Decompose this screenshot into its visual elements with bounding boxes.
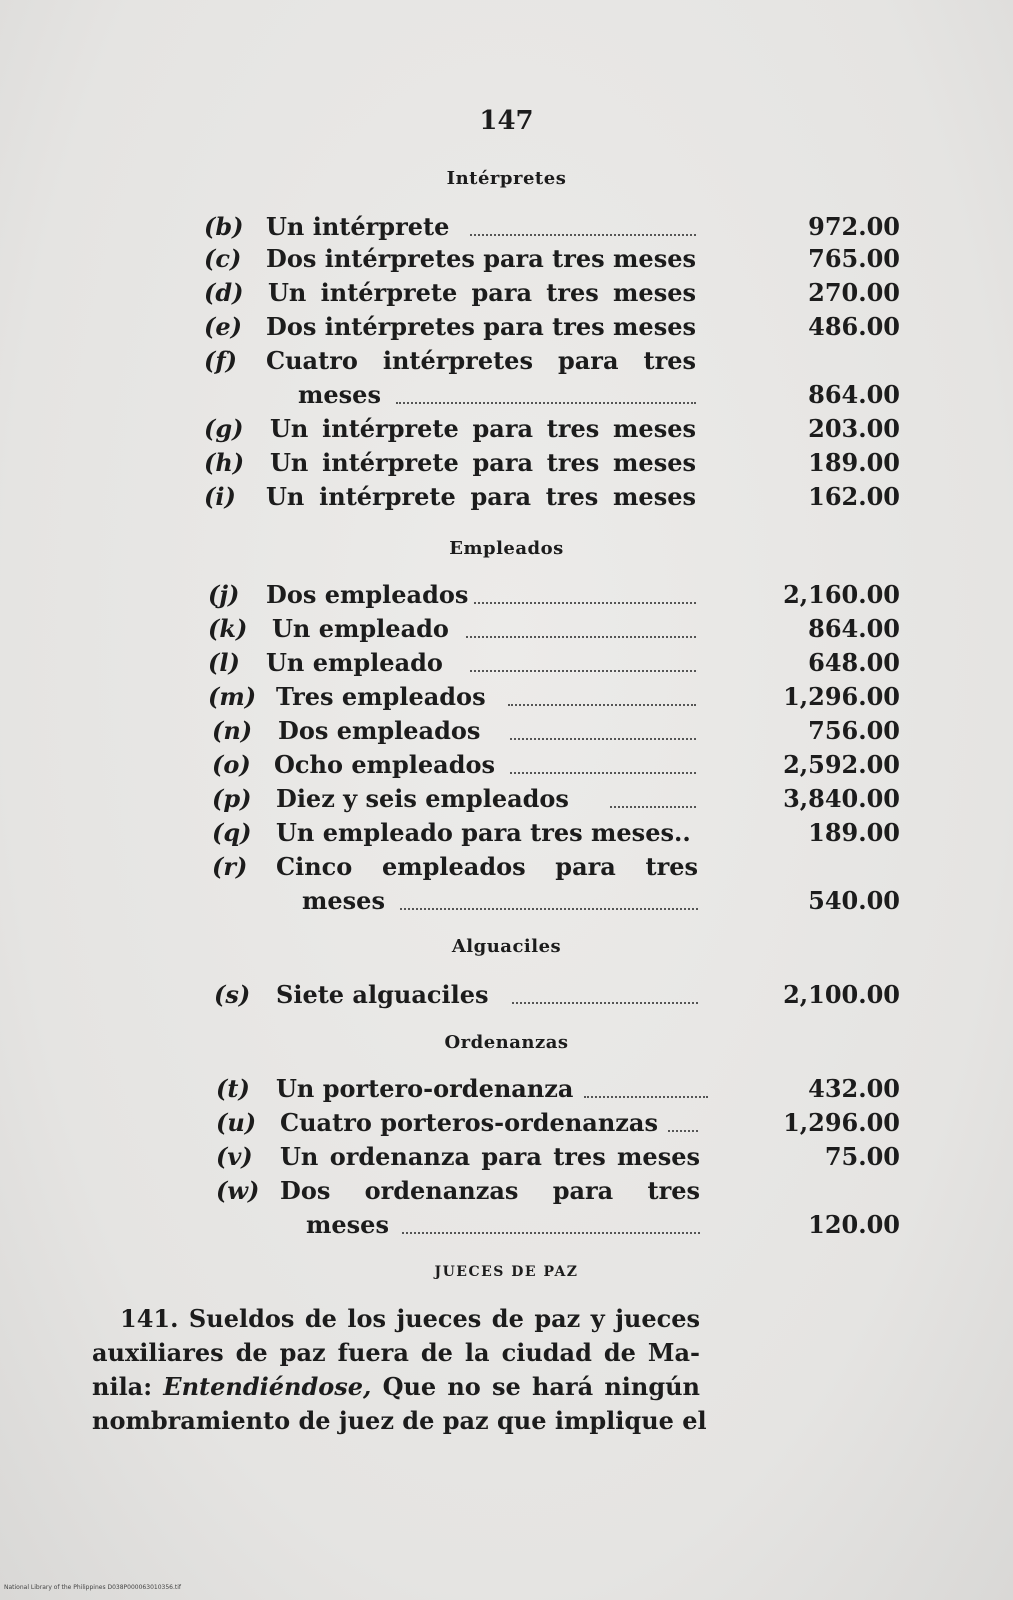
entry-letter: (t) [216, 1074, 250, 1103]
section-heading-ordenanzas: Ordenanzas [444, 1032, 569, 1053]
entry-c [0, 244, 1013, 280]
dot-leader [470, 234, 696, 236]
dot-leader [474, 602, 696, 604]
paragraph-fragment: nila: [92, 1372, 153, 1401]
entry-amount: 1,296.00 [783, 1108, 900, 1137]
entry-letter: (u) [216, 1108, 257, 1137]
entry-letter: (c) [204, 244, 242, 273]
entry-amount: 540.00 [808, 886, 900, 915]
paragraph-italic: Entendiéndose, [163, 1372, 372, 1401]
entry-amount: 2,160.00 [783, 580, 900, 609]
dot-leader [508, 704, 696, 706]
paragraph-line: nombramiento de juez de paz que implique el [92, 1406, 707, 1435]
entry-text: Dos ordenanzas para tres [280, 1176, 700, 1205]
entry-text: Ocho empleados [274, 750, 496, 779]
entry-amount: 486.00 [808, 312, 900, 341]
entry-e [0, 312, 1013, 348]
entry-text: Un empleado [266, 648, 443, 677]
dot-leader [396, 402, 696, 404]
entry-letter: (o) [212, 750, 251, 779]
entry-m [0, 682, 1013, 718]
entry-amount: 162.00 [808, 482, 900, 511]
dot-leader [470, 670, 696, 672]
entry-amount: 756.00 [808, 716, 900, 745]
entry-k [0, 614, 1013, 650]
entry-letter: (n) [212, 716, 253, 745]
entry-text: Un intérprete para tres meses [268, 278, 696, 307]
entry-amount: 864.00 [808, 614, 900, 643]
entry-letter: (p) [212, 784, 252, 813]
entry-b [0, 212, 1013, 248]
entry-s [0, 980, 1013, 1016]
entry-letter: (i) [204, 482, 236, 511]
entry-letter: (g) [204, 414, 244, 443]
entry-letter: (b) [204, 212, 244, 241]
entry-amount: 432.00 [808, 1074, 900, 1103]
entry-r [0, 852, 1013, 888]
entry-amount: 864.00 [808, 380, 900, 409]
dot-leader [466, 636, 696, 638]
paragraph-line [92, 1370, 700, 1404]
entry-text: Dos intérpretes para tres meses [266, 312, 696, 341]
section-heading-interpretes: Intérpretes [446, 168, 567, 189]
entry-text: Un intérprete [266, 212, 450, 241]
entry-h [0, 448, 1013, 484]
entry-text: Un empleado [272, 614, 449, 643]
entry-text: Dos intérpretes para tres meses [266, 244, 696, 273]
entry-letter: (e) [204, 312, 242, 341]
dot-leader [668, 1130, 698, 1132]
entry-text: Dos empleados [266, 580, 469, 609]
scan-footer: National Library of the Philippines D038P000063010356.tif [4, 1584, 182, 1591]
entry-text-continued: meses [306, 1210, 389, 1239]
entry-amount: 765.00 [808, 244, 900, 273]
entry-p [0, 784, 1013, 820]
entry-letter: (f) [204, 346, 238, 375]
entry-amount: 1,296.00 [783, 682, 900, 711]
entry-f [0, 346, 1013, 382]
dot-leader [610, 806, 696, 808]
section-heading-alguaciles: Alguaciles [451, 936, 562, 957]
section-heading-jueces: JUECES DE PAZ [434, 1264, 579, 1280]
entry-w [0, 1176, 1013, 1212]
entry-letter: (s) [214, 980, 251, 1009]
entry-text: Tres empleados [276, 682, 486, 711]
entry-text: Diez y seis empleados [276, 784, 569, 813]
entry-text: Siete alguaciles [276, 980, 489, 1009]
entry-text: Un empleado para tres meses.. [276, 818, 691, 847]
entry-letter: (v) [216, 1142, 253, 1171]
dot-leader [584, 1096, 708, 1098]
entry-i [0, 482, 1013, 518]
page-number: 147 [479, 106, 534, 136]
entry-text-continued: meses [302, 886, 385, 915]
entry-letter: (w) [216, 1176, 260, 1205]
entry-text: Dos empleados [278, 716, 481, 745]
entry-text-continued: meses [298, 380, 381, 409]
dot-leader [402, 1232, 700, 1234]
entry-w-continued [0, 1210, 1013, 1246]
entry-amount: 2,100.00 [783, 980, 900, 1009]
dot-leader [400, 908, 698, 910]
entry-l [0, 648, 1013, 684]
body-paragraph [92, 1302, 707, 1438]
entry-amount: 648.00 [808, 648, 900, 677]
entry-r-continued [0, 886, 1013, 922]
entry-t [0, 1074, 1013, 1110]
entry-q [0, 818, 1013, 854]
entry-letter: (j) [208, 580, 240, 609]
dot-leader [510, 772, 696, 774]
entry-text: Cuatro intérpretes para tres [266, 346, 696, 375]
entry-amount: 972.00 [808, 212, 900, 241]
entry-amount: 203.00 [808, 414, 900, 443]
entry-text: Un intérprete para tres meses [270, 414, 696, 443]
entry-text: Cuatro porteros-ordenanzas [280, 1108, 658, 1137]
entry-amount: 189.00 [808, 818, 900, 847]
entry-d [0, 278, 1013, 314]
entry-amount: 120.00 [808, 1210, 900, 1239]
entry-j [0, 580, 1013, 616]
entry-amount: 3,840.00 [783, 784, 900, 813]
entry-amount: 75.00 [824, 1142, 900, 1171]
entry-g [0, 414, 1013, 450]
entry-f-continued [0, 380, 1013, 416]
entry-letter: (d) [204, 278, 244, 307]
entry-amount: 189.00 [808, 448, 900, 477]
entry-u [0, 1108, 1013, 1144]
section-heading-empleados: Empleados [449, 538, 564, 559]
entry-text: Un intérprete para tres meses [266, 482, 696, 511]
entry-v [0, 1142, 1013, 1178]
entry-amount: 2,592.00 [783, 750, 900, 779]
entry-letter: (r) [212, 852, 248, 881]
dot-leader [510, 738, 696, 740]
entry-letter: (h) [204, 448, 245, 477]
dot-leader [512, 1002, 698, 1004]
paragraph-line: auxiliares de paz fuera de la ciudad de Ma- [92, 1338, 700, 1367]
entry-o [0, 750, 1013, 786]
entry-text: Un portero-ordenanza [276, 1074, 574, 1103]
entry-letter: (m) [208, 682, 257, 711]
paragraph-fragment: Que no se hará ningún [382, 1372, 701, 1401]
entry-text: Cinco empleados para tres [276, 852, 698, 881]
entry-n [0, 716, 1013, 752]
paragraph-line: 141. Sueldos de los jueces de paz y jueces [120, 1304, 700, 1333]
entry-text: Un ordenanza para tres meses [280, 1142, 700, 1171]
entry-letter: (q) [212, 818, 252, 847]
entry-amount: 270.00 [808, 278, 900, 307]
entry-letter: (l) [208, 648, 240, 677]
entry-text: Un intérprete para tres meses [270, 448, 696, 477]
entry-letter: (k) [208, 614, 248, 643]
